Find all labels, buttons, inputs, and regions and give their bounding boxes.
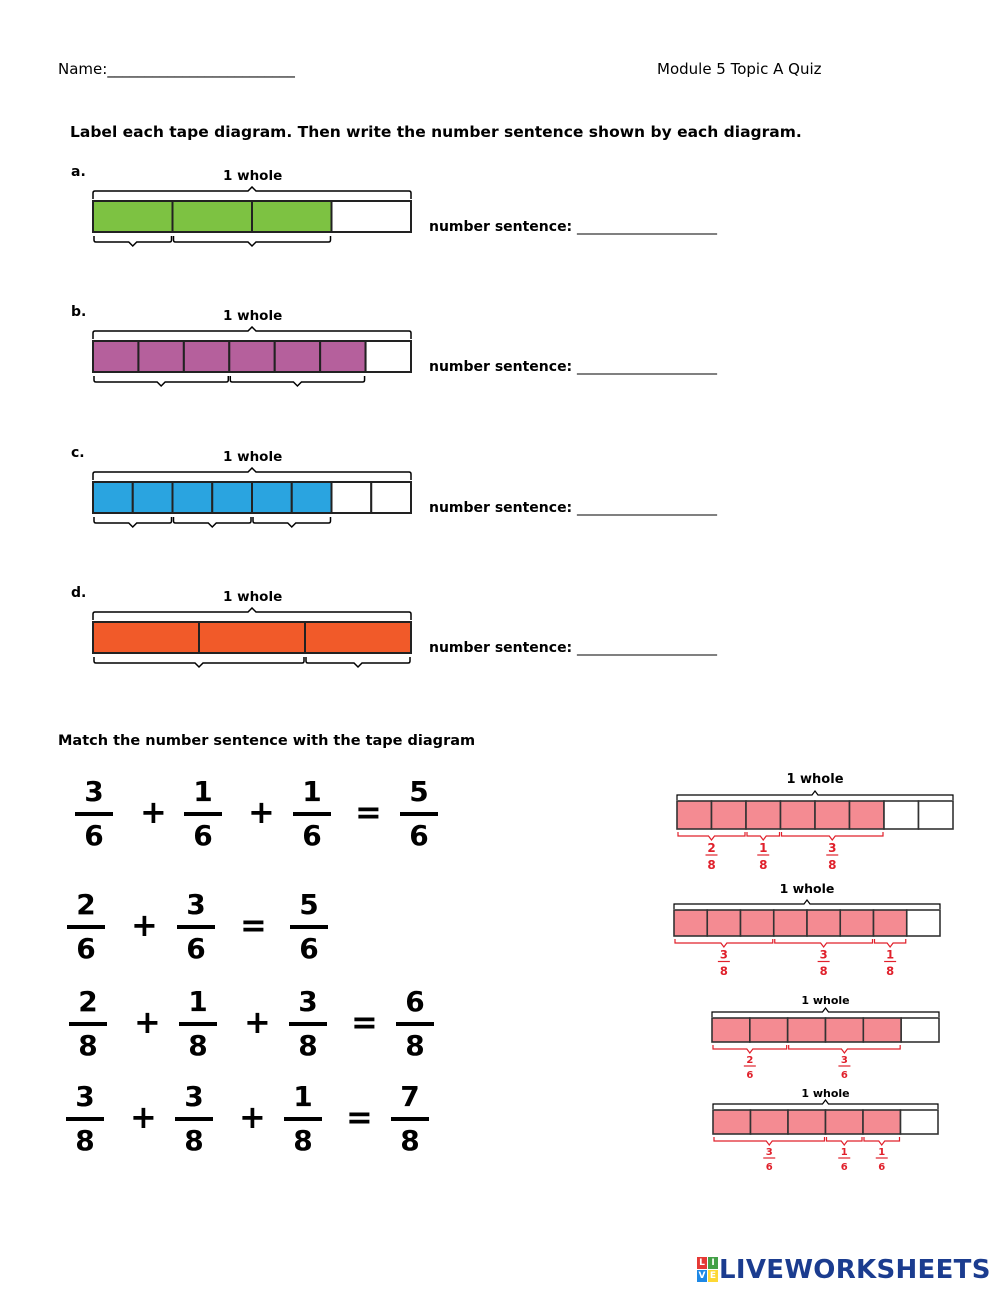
- tape-part: [863, 1018, 901, 1042]
- denominator: 6: [76, 932, 96, 965]
- numerator: 3: [298, 985, 318, 1018]
- diagram-letter: c.: [71, 445, 85, 461]
- logo-text: LIVEWORKSHEETS: [719, 1255, 991, 1285]
- tape-part: [712, 1018, 750, 1042]
- denominator: 6: [84, 819, 104, 852]
- numerator: 5: [409, 775, 429, 808]
- label-numerator: 3: [819, 947, 828, 962]
- label-numerator: 3: [828, 841, 837, 855]
- whole-brace: [713, 1100, 938, 1109]
- tape-part: [807, 910, 840, 936]
- matching-tape-3[interactable]: [712, 994, 939, 1081]
- name-label: Name:: [58, 60, 108, 78]
- matching-tape-2[interactable]: [674, 881, 940, 978]
- label-numerator: 2: [746, 1055, 754, 1066]
- plus-sign: +: [244, 1003, 271, 1041]
- denominator: 8: [75, 1124, 95, 1157]
- tape-part: [677, 801, 712, 829]
- number-sentence-label: number sentence:: [429, 640, 578, 656]
- logo-letter-tile: L: [697, 1257, 707, 1269]
- label-numerator: 2: [707, 841, 716, 855]
- label-denominator: 8: [828, 858, 837, 872]
- part-brace: [782, 832, 884, 840]
- tape-part: [826, 1018, 864, 1042]
- quiz-title: Module 5 Topic A Quiz: [657, 60, 822, 78]
- tape-part: [750, 1018, 788, 1042]
- label-denominator: 8: [819, 964, 828, 978]
- tape-part: [874, 910, 907, 936]
- part-brace: [864, 1137, 900, 1145]
- numerator: 3: [84, 775, 104, 808]
- whole-label: 1 whole: [779, 881, 835, 896]
- tape-part: [712, 801, 747, 829]
- label-numerator: 3: [840, 1055, 848, 1066]
- equals-sign: =: [346, 1098, 373, 1136]
- numerator: 3: [75, 1080, 95, 1113]
- whole-label: 1 whole: [223, 449, 283, 465]
- answer-blank[interactable]: ____________________: [577, 640, 718, 656]
- diagram-letter: d.: [71, 585, 87, 601]
- tape-part: [884, 801, 919, 829]
- denominator: 8: [293, 1124, 313, 1157]
- part-brace: [747, 832, 780, 840]
- logo-letter-tile: V: [698, 1271, 706, 1281]
- tape-part: [774, 910, 807, 936]
- label-denominator: 8: [719, 964, 728, 978]
- number-sentence-label: number sentence:: [429, 359, 578, 375]
- logo-mark-icon: [697, 1257, 719, 1283]
- tape-part: [863, 1110, 901, 1134]
- denominator: 8: [400, 1124, 420, 1157]
- numerator: 3: [184, 1080, 204, 1113]
- whole-label: 1 whole: [223, 168, 283, 184]
- liveworksheets-logo: [697, 1255, 991, 1285]
- denominator: 8: [78, 1029, 98, 1062]
- numerator: 2: [78, 985, 98, 1018]
- part-brace: [678, 832, 745, 840]
- denominator: 8: [188, 1029, 208, 1062]
- numerator: 6: [405, 985, 425, 1018]
- tape-part: [741, 910, 774, 936]
- label-numerator: 3: [719, 947, 728, 962]
- tape-part: [840, 910, 873, 936]
- numerator: 5: [299, 888, 319, 921]
- diagram-letter: a.: [71, 164, 86, 180]
- part-brace: [775, 939, 873, 947]
- whole-label: 1 whole: [223, 308, 283, 324]
- label-numerator: 1: [878, 1147, 886, 1158]
- label-numerator: 3: [765, 1147, 773, 1158]
- numerator: 1: [193, 775, 213, 808]
- equals-sign: =: [240, 906, 267, 944]
- number-sentence-label: number sentence:: [429, 500, 578, 516]
- label-numerator: 1: [886, 947, 895, 962]
- answer-blank[interactable]: ____________________: [577, 359, 718, 375]
- part-brace: [827, 1137, 863, 1145]
- label-denominator: 6: [840, 1070, 848, 1081]
- denominator: 8: [184, 1124, 204, 1157]
- part-brace: [714, 1137, 825, 1145]
- plus-sign: +: [130, 1098, 157, 1136]
- numerator: 1: [188, 985, 208, 1018]
- matching-tape-1[interactable]: [677, 772, 953, 872]
- tape-part: [674, 910, 707, 936]
- diagram-letter: b.: [71, 304, 87, 320]
- tape-part: [826, 1110, 864, 1134]
- logo-letter-tile: I: [708, 1257, 718, 1269]
- plus-sign: +: [140, 793, 167, 831]
- denominator: 6: [409, 819, 429, 852]
- label-denominator: 6: [878, 1162, 886, 1173]
- denominator: 6: [193, 819, 213, 852]
- label-denominator: 6: [746, 1070, 754, 1081]
- whole-brace: [677, 791, 953, 800]
- whole-brace: [712, 1008, 939, 1017]
- numerator: 1: [302, 775, 322, 808]
- label-denominator: 8: [886, 964, 895, 978]
- tape-part: [901, 1110, 939, 1134]
- number-sentence-label: number sentence:: [429, 219, 578, 235]
- part-brace: [875, 939, 906, 947]
- answer-blank[interactable]: ____________________: [577, 219, 718, 235]
- numerator: 2: [76, 888, 96, 921]
- part-brace: [675, 939, 773, 947]
- label-denominator: 8: [707, 858, 716, 872]
- whole-label: 1 whole: [801, 1087, 850, 1100]
- denominator: 6: [302, 819, 322, 852]
- tape-part: [788, 1018, 826, 1042]
- denominator: 8: [405, 1029, 425, 1062]
- tape-part: [746, 801, 781, 829]
- tape-part: [919, 801, 954, 829]
- denominator: 6: [299, 932, 319, 965]
- section2-instructions: Match the number sentence with the tape diagram: [58, 733, 476, 749]
- tape-part: [901, 1018, 939, 1042]
- plus-sign: +: [239, 1098, 266, 1136]
- tape-part: [713, 1110, 751, 1134]
- tape-part: [815, 801, 850, 829]
- label-denominator: 6: [840, 1162, 848, 1173]
- numerator: 3: [186, 888, 206, 921]
- whole-label: 1 whole: [786, 772, 844, 787]
- tape-part: [907, 910, 940, 936]
- part-brace: [789, 1045, 901, 1053]
- name-blank[interactable]: _________________________: [107, 60, 295, 78]
- label-denominator: 8: [759, 858, 768, 872]
- numerator: 7: [400, 1080, 420, 1113]
- plus-sign: +: [134, 1003, 161, 1041]
- whole-brace: [674, 900, 940, 909]
- equals-sign: =: [351, 1003, 378, 1041]
- denominator: 6: [186, 932, 206, 965]
- tape-part: [788, 1110, 826, 1134]
- logo-letter-tile: E: [709, 1271, 717, 1281]
- numerator: 1: [293, 1080, 313, 1113]
- plus-sign: +: [248, 793, 275, 831]
- section1-instructions: Label each tape diagram. Then write the number sentence shown by each diagram.: [70, 123, 802, 141]
- part-brace: [713, 1045, 787, 1053]
- plus-sign: +: [131, 906, 158, 944]
- tape-part: [781, 801, 816, 829]
- whole-label: 1 whole: [801, 994, 850, 1007]
- tape-part: [707, 910, 740, 936]
- tape-part: [751, 1110, 789, 1134]
- label-numerator: 1: [840, 1147, 848, 1158]
- label-numerator: 1: [759, 841, 768, 855]
- label-denominator: 6: [765, 1162, 773, 1173]
- equals-sign: =: [355, 793, 382, 831]
- denominator: 8: [298, 1029, 318, 1062]
- answer-blank[interactable]: ____________________: [577, 500, 718, 516]
- matching-tape-4[interactable]: [713, 1087, 938, 1173]
- whole-label: 1 whole: [223, 589, 283, 605]
- tape-part: [850, 801, 885, 829]
